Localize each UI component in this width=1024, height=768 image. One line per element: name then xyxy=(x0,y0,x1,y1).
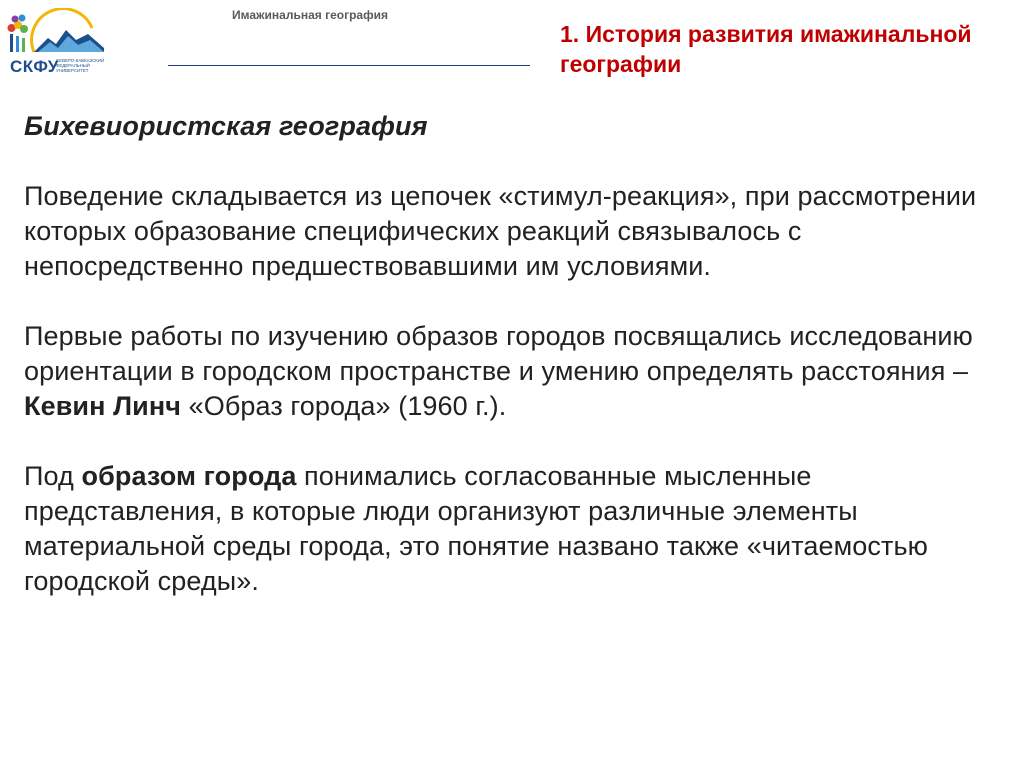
p3-text-before: Под xyxy=(24,461,82,491)
section-title: 1. История развития имажинальной географии xyxy=(560,21,972,77)
p3-term: образом города xyxy=(81,461,297,491)
university-logo xyxy=(4,8,108,80)
p2-author-name: Кевин Линч xyxy=(24,391,182,421)
logo-abbreviation: СКФУ xyxy=(10,57,59,76)
paragraph-behavior: Поведение складывается из цепочек «стимул-реакция», при рассмотрении которых образование специфических реакций связывалось с непосредственно предшествовавшими им условиями. xyxy=(24,181,977,281)
p3-text-after: понимались согласованные мысленные представления, в которые люди организуют различные элементы материальной среды города, это понятие названо также «читаемостью городской среды». xyxy=(24,461,928,596)
p2-text-before: Первые работы по изучению образов городов посвящались исследованию ориентации в городском пространстве и умению определять расстояния – xyxy=(24,321,973,386)
p2-text-after: «Образ города» (1960 г.). xyxy=(181,391,507,421)
logo-subtitle: СЕВЕРО-КАВКАЗСКИЙ ФЕДЕРАЛЬНЫЙ УНИВЕРСИТЕТ xyxy=(56,58,105,73)
paragraph-city-image xyxy=(24,459,1014,599)
logo-emblem-icon xyxy=(4,8,108,58)
header-label: Имажинальная география xyxy=(232,8,388,22)
content-heading: Бихевиористская география xyxy=(24,111,428,141)
slide-content xyxy=(24,109,1014,599)
header-divider xyxy=(168,65,530,66)
paragraph-first-works xyxy=(24,319,1014,424)
